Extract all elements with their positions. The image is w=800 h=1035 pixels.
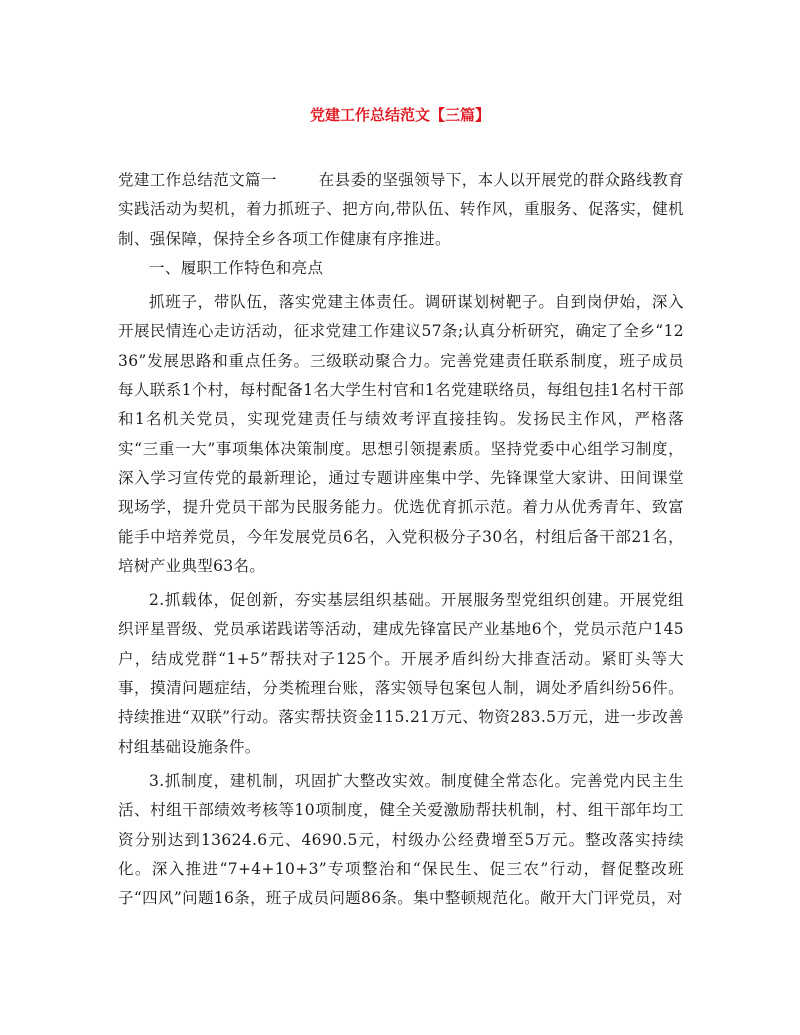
section-heading: 一、履职工作特色和亮点 [149,258,324,277]
document-title: 党建工作总结范文【三篇】 [309,106,490,124]
intro-paragraph [118,166,684,254]
body-paragraph-1: 抓班子，带队伍，落实党建主体责任。调研谋划树靶子。自到岗伊始，深入开展民情连心走访活动，征求党建工作建议57条;认真分析研究，确定了全乡“1236”发展思路和重点任务。三级联动聚合力。完善党建责任联系制度，班子成员每人联系1个村，每村配备1名大学生村官和1名党建联络员，每组包挂1名村干部和1名机关党员，实现党建责任与绩效考评直接挂钩。发扬民主作风，严格落实“三重一大”事项集体决策制度。思想引领提素质。坚持党委中心组学习制度，深入学习宣传党的最新理论，通过专题讲座集中学、先锋课堂大家讲、田间课堂现场学，提升党员干部为民服务能力。优选优育抓示范。着力从优秀青年、致富能手中培养党员，今年发展党员6名，入党积极分子30名，村组后备干部21名，培树产业典型63名。 [118,293,684,575]
intro-text: 在县委的坚强领导下，本人以开展党的群众路线教育实践活动为契机，着力抓班子、把方向,带队伍、转作风，重服务、促落实，健机制、强保障，保持全乡各项工作健康有序推进。 [118,171,684,248]
intro-lead: 党建工作总结范文篇一 [118,171,277,189]
body-paragraph-2: 2.抓载体，促创新，夯实基层组织基础。开展服务型党组织创建。开展党组织评星晋级、党员承诺践诺等活动，建成先锋富民产业基地6个，党员示范户145户，结成党群“1+5”帮扶对子125个。开展矛盾纠纷大排查活动。紧盯头等大事，摸清问题症结，分类梳理台账，落实领导包案包人制，调处矛盾纠纷56件。持续推进“双联”行动。落实帮扶资金115.21万元、物资283.5万元，进一步改善村组基础设施条件。 [118,591,684,756]
document-body [118,166,684,913]
body-paragraph-3: 3.抓制度，建机制，巩固扩大整改实效。制度健全常态化。完善党内民主生活、村组干部绩效考核等10项制度，健全关爱激励帮扶机制，村、组干部年均工资分别达到13624.6元、4690.5元，村级办公经费增至5万元。整改落实持续化。深入推进“7+4+10+3”专项整治和“保民生、促三农”行动，督促整改班子“四风”问题16条，班子成员问题86条。集中整顿规范化。敞开大门评党员，对 [118,771,684,908]
